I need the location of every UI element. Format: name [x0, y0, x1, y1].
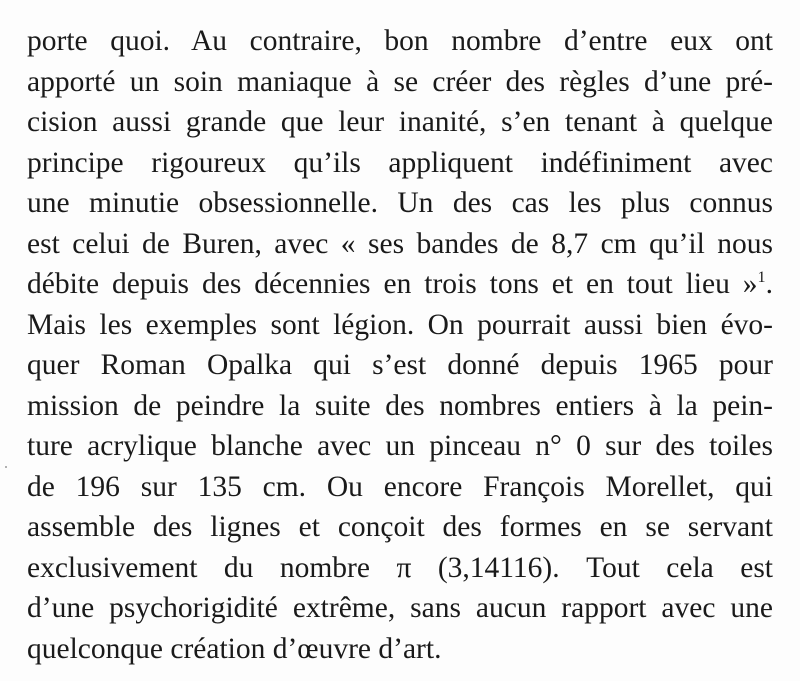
- text-line-8: Mais les exemples sont légion. On pourrait aussi bien évo-: [27, 308, 773, 341]
- body-paragraph: [27, 21, 773, 669]
- text-line-15: d’une psychorigidité extrême, sans aucun rapport avec une: [27, 592, 773, 624]
- scan-speck: [5, 466, 7, 468]
- text-line-2: apporté un soin maniaque à se créer des règles d’une pré-: [27, 65, 773, 98]
- text-line-7-tail: .: [765, 268, 773, 300]
- text-line-16: quelconque création d’œuvre d’art.: [27, 632, 442, 665]
- text-line-7: [27, 264, 773, 305]
- text-line-1: porte quoi. Au contraire, bon nombre d’entre eux ont: [27, 25, 773, 57]
- text-line-12: de 196 sur 135 cm. Ou encore François Morellet, qui: [27, 470, 773, 503]
- text-line-9: quer Roman Opalka qui s’est donné depuis 1965 pour: [27, 349, 773, 381]
- text-line-11: ture acrylique blanche avec un pinceau n° 0 sur des toiles: [27, 430, 773, 462]
- text-line-13: assemble des lignes et conçoit des formes en se servant: [27, 511, 773, 543]
- text-line-7-body: débite depuis des décennies en trois tons et en tout lieu »: [27, 268, 758, 300]
- text-line-6: est celui de Buren, avec « ses bandes de 8,7 cm qu’il nous: [27, 227, 773, 260]
- footnote-marker[interactable]: 1: [757, 268, 766, 287]
- text-line-14: exclusivement du nombre π (3,14116). Tout cela est: [27, 551, 773, 584]
- text-line-10: mission de peindre la suite des nombres entiers à la pein-: [27, 389, 773, 422]
- text-line-4: principe rigoureux qu’ils appliquent indéfiniment avec: [27, 146, 773, 179]
- text-line-5: une minutie obsessionnelle. Un des cas les plus connus: [27, 187, 773, 219]
- text-line-3: cision aussi grande que leur inanité, s’en tenant à quelque: [27, 106, 773, 138]
